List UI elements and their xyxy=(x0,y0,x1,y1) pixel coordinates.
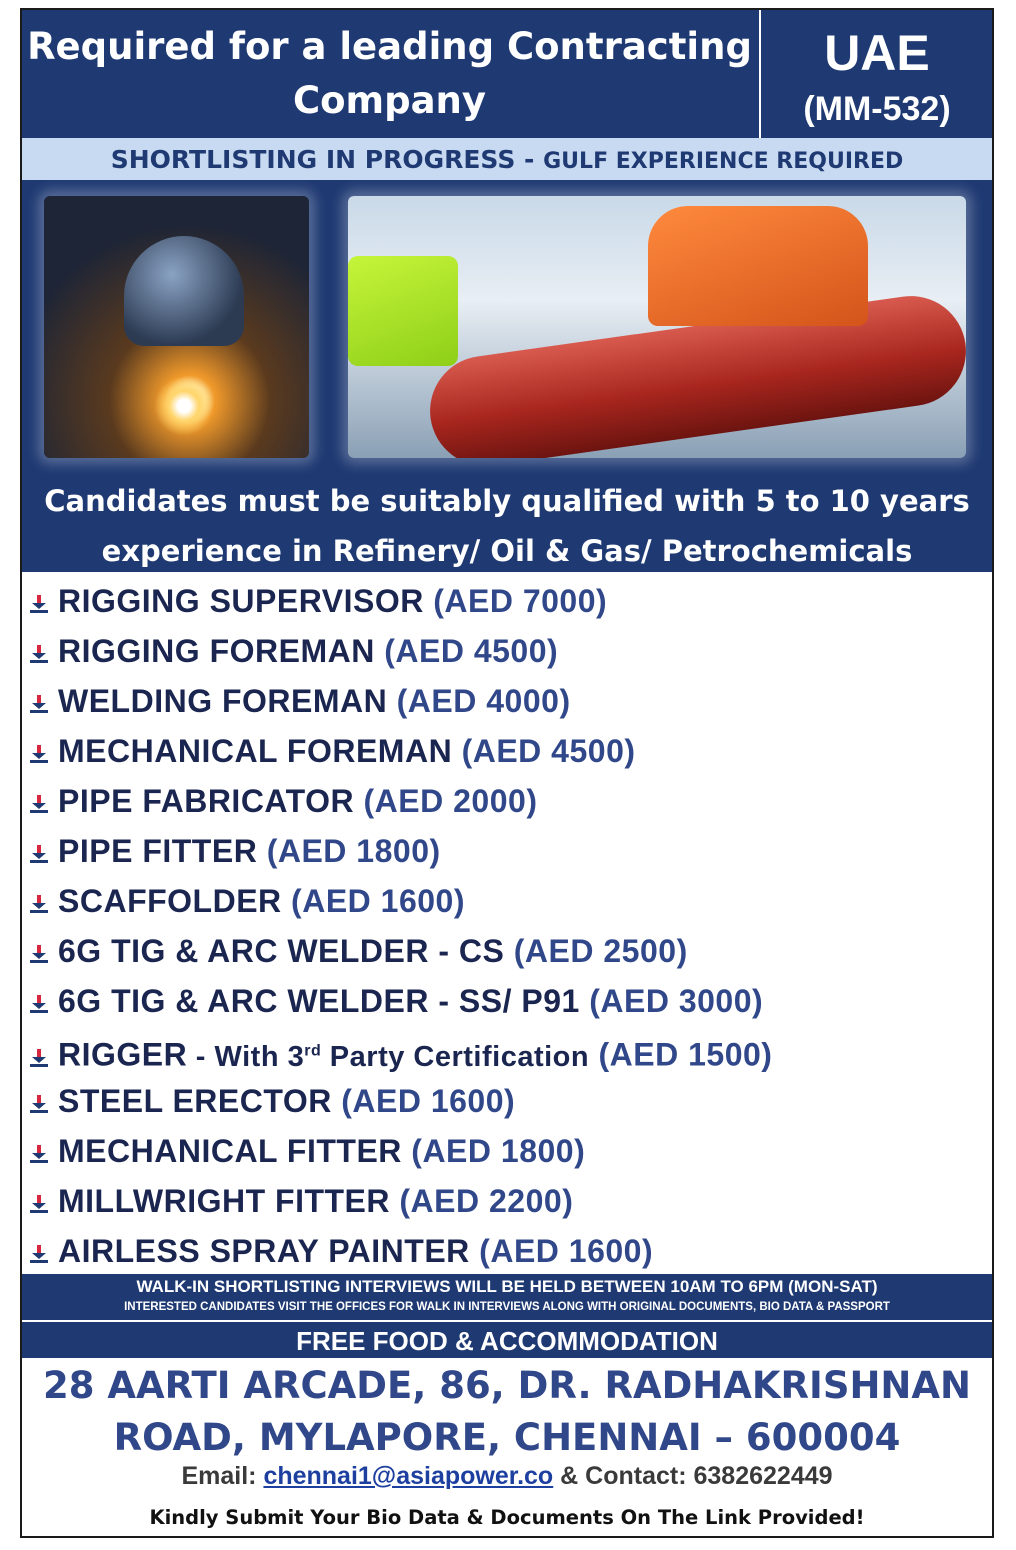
job-title: 6G TIG & ARC WELDER - SS/ P91 xyxy=(58,983,580,1019)
job-title: RIGGER xyxy=(58,1036,188,1073)
job-item xyxy=(28,626,988,676)
job-item xyxy=(28,776,988,826)
job-title: 6G TIG & ARC WELDER - CS xyxy=(58,933,505,969)
job-salary: (AED 7000) xyxy=(433,583,608,619)
job-title: RIGGING FOREMAN xyxy=(58,633,375,669)
job-item xyxy=(28,676,988,726)
arrow-down-bullet-icon xyxy=(28,928,58,978)
walkin-line-2: INTERESTED CANDIDATES VISIT THE OFFICES FOR WALK IN INTERVIEWS ALONG WITH ORIGINAL DOCUMENTS, BIO DATA & PASSPORT xyxy=(124,1301,890,1313)
header-divider xyxy=(759,10,761,138)
job-item xyxy=(28,1226,988,1276)
arrow-down-bullet-icon xyxy=(28,878,58,928)
job-title: MECHANICAL FITTER xyxy=(58,1133,402,1169)
job-item xyxy=(28,1126,988,1176)
job-salary: (AED 1800) xyxy=(411,1133,586,1169)
job-item xyxy=(28,1076,988,1126)
job-item xyxy=(28,1026,988,1076)
job-salary: (AED 4500) xyxy=(384,633,559,669)
arrow-down-bullet-icon xyxy=(28,1128,58,1178)
country-label: UAE xyxy=(824,25,930,81)
job-salary: (AED 2500) xyxy=(513,933,688,969)
welding-helmet-shape xyxy=(124,236,244,346)
email-label: Email: xyxy=(181,1462,264,1490)
job-salary: (AED 2000) xyxy=(363,783,538,819)
job-title: RIGGING SUPERVISOR xyxy=(58,583,424,619)
banner-separator: - xyxy=(515,145,544,174)
walkin-line-1: WALK-IN SHORTLISTING INTERVIEWS WILL BE HELD BETWEEN 10AM TO 6PM (MON-SAT) xyxy=(136,1277,878,1296)
job-title: PIPE FITTER xyxy=(58,833,258,869)
arrow-down-bullet-icon xyxy=(28,678,58,728)
arrow-down-bullet-icon xyxy=(28,628,58,678)
arrow-down-bullet-icon xyxy=(28,978,58,1028)
hi-vis-vest-shape xyxy=(348,256,458,366)
banner-main: SHORTLISTING IN PROGRESS xyxy=(110,145,516,174)
qualification-text: Candidates must be suitably qualified with 5 to 10 years experience in Refinery/ Oil & Gas/ Petrochemicals xyxy=(44,484,970,568)
email-link[interactable]: chennai1@asiapower.co xyxy=(263,1462,554,1490)
address-line-2: ROAD, MYLAPORE, CHENNAI – 600004 xyxy=(113,1416,901,1459)
spark-shape xyxy=(154,376,214,436)
arrow-down-bullet-icon xyxy=(28,728,58,778)
arrow-down-bullet-icon xyxy=(28,578,58,628)
page-title: Required for a leading Contracting Company xyxy=(27,25,752,122)
phone-number: 6382622449 xyxy=(693,1462,833,1490)
arrow-down-bullet-icon xyxy=(28,1032,58,1082)
job-salary: (AED 1600) xyxy=(341,1083,516,1119)
job-title: WELDING FOREMAN xyxy=(58,683,388,719)
contact-line xyxy=(22,1462,992,1491)
arrow-down-bullet-icon xyxy=(28,828,58,878)
job-list xyxy=(28,576,988,1276)
job-title: MECHANICAL FOREMAN xyxy=(58,733,453,769)
job-note-suffix: Party Certification xyxy=(321,1040,590,1073)
pipe-worker-photo xyxy=(348,196,966,458)
job-salary: (AED 4000) xyxy=(396,683,571,719)
job-note-superscript: rd xyxy=(304,1042,322,1059)
job-salary: (AED 1600) xyxy=(291,883,465,919)
job-salary: (AED 2200) xyxy=(399,1183,574,1219)
job-item xyxy=(28,826,988,876)
banner-sub: GULF EXPERIENCE REQUIRED xyxy=(543,149,904,174)
walkin-notice xyxy=(22,1274,992,1320)
arrow-down-bullet-icon xyxy=(28,778,58,828)
job-salary: (AED 1600) xyxy=(479,1233,654,1269)
arrow-down-bullet-icon xyxy=(28,1228,58,1278)
job-item xyxy=(28,976,988,1026)
job-title: MILLWRIGHT FITTER xyxy=(58,1183,390,1219)
job-title: PIPE FABRICATOR xyxy=(58,783,355,819)
job-note-prefix: - With 3 xyxy=(187,1040,305,1073)
status-banner xyxy=(22,138,992,180)
worker-shape xyxy=(648,206,868,326)
job-item xyxy=(28,1176,988,1226)
job-item xyxy=(28,726,988,776)
contact-label: & Contact: xyxy=(553,1462,694,1490)
job-salary: (AED 4500) xyxy=(461,733,636,769)
job-item xyxy=(28,926,988,976)
submit-note: Kindly Submit Your Bio Data & Documents On The Link Provided! xyxy=(149,1506,865,1529)
job-salary: (AED 1500) xyxy=(598,1036,773,1073)
job-note xyxy=(187,1041,589,1073)
arrow-down-bullet-icon xyxy=(28,1178,58,1228)
job-salary: (AED 1800) xyxy=(266,833,441,869)
address xyxy=(22,1360,992,1464)
benefits-banner: FREE FOOD & ACCOMMODATION xyxy=(22,1322,992,1358)
arrow-down-bullet-icon xyxy=(28,1078,58,1128)
job-title: AIRLESS SPRAY PAINTER xyxy=(58,1233,470,1269)
job-code: (MM-532) xyxy=(803,90,951,128)
address-line-1: 28 AARTI ARCADE, 86, DR. RADHAKRISHNAN xyxy=(43,1364,971,1407)
job-salary: (AED 3000) xyxy=(589,983,764,1019)
job-item xyxy=(28,876,988,926)
welder-photo xyxy=(44,196,309,458)
job-item xyxy=(28,576,988,626)
job-title: STEEL ERECTOR xyxy=(58,1083,332,1119)
hero-section xyxy=(22,180,992,572)
header xyxy=(22,10,992,138)
job-title: SCAFFOLDER xyxy=(58,883,282,919)
